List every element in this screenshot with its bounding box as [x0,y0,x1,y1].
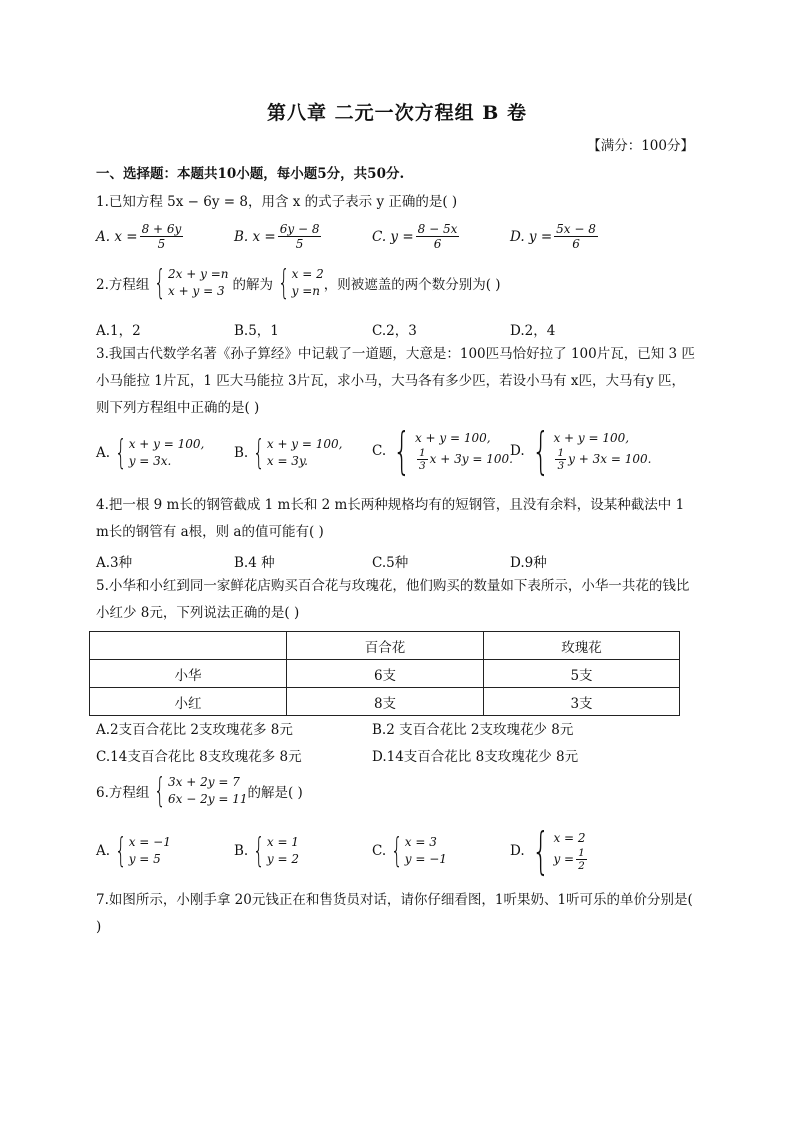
question-5-option-b: B.2 支百合花比 2支玫瑰花少 8元 [372,722,574,738]
equation-system: { x = −1 y = 5 [114,831,171,871]
fraction: $\frac{1}{3}$ [418,447,426,472]
flower-purchase-table [89,631,680,716]
equation-system: { 2x + y =n x + y = 3 [154,263,229,303]
question-1-option-d: D. y = $\frac{5x - 8}{6}$ [510,222,596,251]
question-5-stem: 5.小华和小红到同一家鲜花店购买百合花与玫瑰花，他们购买的数量如下表所示，小华一共花的钱比小红少 8元，下列说法正确的是( ) [96,578,690,621]
equation-system: { x + y = 100, x = 3y. [253,433,343,473]
fraction: $\frac{1}{2}$ [578,847,585,872]
table-cell: 6支 [287,660,484,688]
left-brace: { [393,422,411,480]
question-2-option-b: B.5，1 [234,323,279,339]
equation-system: { x = 1 y = 2 [253,831,299,871]
left-brace: { [114,831,127,871]
question-7-stem: 7.如图所示，小刚手拿 20元钱正在和售货员对话，请你仔细看图，1听果奶、1听可乐的单价分别是( ) [96,892,693,935]
left-brace: { [253,831,265,871]
question-4-option-b: B.4 种 [234,555,275,571]
fraction: $\frac{1}{3}$ [557,447,565,472]
question-6-option-b: B. { x = 1 y = 2 [234,831,299,871]
question-3-option-d: D. { x + y = 100, $\frac{1}{3}$ y + 3x = 100. [510,422,652,480]
left-brace: { [154,771,167,811]
left-brace: { [114,433,127,473]
fraction: $\frac{8 + 6y}{5}$ [141,222,182,251]
equation-system: { x = 3 y = −1 [391,831,447,871]
question-1-option-a: A. x = $\frac{8 + 6y}{5}$ [96,222,182,251]
table-row [90,660,680,688]
left-brace: { [391,831,403,871]
question-1-stem: 1.已知方程 5x − 6y = 8，用含 x 的式子表示 y 正确的是( ) [96,194,458,210]
fraction: $\frac{6y - 8}{5}$ [279,222,320,251]
question-2-option-d: D.2，4 [510,323,556,339]
fraction: $\frac{8 - 5x}{6}$ [417,222,458,251]
section-heading: 一、选择题：本题共10小题，每小题5分，共50分. [96,166,405,182]
equation-system: { x + y = 100, $\frac{1}{3}$ x + 3y = 100. [393,422,513,480]
table-row [90,688,680,716]
fraction: $\frac{5x - 8}{6}$ [556,222,596,251]
question-6-stem: 6.方程组 { 3x + 2y = 7 6x − 2y = 11 的解是( ) [96,771,303,811]
question-4-option-a: A.3种 [96,555,133,571]
equation-system: { x + y = 100, y = 3x. [114,433,205,473]
equation-system: { x = 2 y =n [277,263,324,303]
left-brace: { [154,263,167,303]
table-cell: 8支 [287,688,484,716]
question-5-option-c: C.14支百合花比 8支玫瑰花多 8元 [96,749,302,765]
table-header-cell: 百合花 [287,632,484,660]
equation-system: { x + y = 100, $\frac{1}{3}$ y + 3x = 100. [531,422,652,480]
question-1-option-b: B. x = $\frac{6y - 8}{5}$ [234,222,320,251]
left-brace: { [531,422,550,480]
table-header-cell [90,632,287,660]
question-4-stem: 4.把一根 9 m长的钢管截成 1 m长和 2 m长两种规格均有的短钢管，且没有余料，设某种截法中 1 m长的钢管有 a根，则 a的值可能有( ) [96,497,685,540]
question-6-option-a: A. { x = −1 y = 5 [96,831,171,871]
question-2-option-a: A.1，2 [96,323,141,339]
table-cell: 5支 [484,660,680,688]
table-cell: 3支 [484,688,680,716]
question-3-option-b: B. { x + y = 100, x = 3y. [234,433,343,473]
question-4-option-c: C.5种 [372,555,409,571]
question-3-stem: 3.我国古代数学名著《孙子算经》中记载了一道题，大意是：100匹马恰好拉了 100片瓦，已知 3 匹小马能拉 1片瓦，1 匹大马能拉 3片瓦，求小马，大马各有多少匹，若设小马有 x匹，大马有y 匹，则下列方程组中正确的是( ) [96,346,695,416]
question-2-stem: 2.方程组 { 2x + y =n x + y = 3 的解为 { x = 2 y =n ，则被遮盖的两个数分别为( ) [96,263,501,303]
question-5-option-d: D.14支百合花比 8支玫瑰花少 8元 [372,749,579,765]
page-title: 第八章 二元一次方程组 B 卷 [267,102,527,124]
equation-system: { 3x + 2y = 7 6x − 2y = 11 [154,771,248,811]
question-5-option-a: A.2支百合花比 2支玫瑰花多 8元 [96,722,293,738]
table-header-cell: 玫瑰花 [484,632,680,660]
question-4-option-d: D.9种 [510,555,547,571]
table-cell: 小华 [90,660,287,688]
question-6-option-c: C. { x = 3 y = −1 [372,831,447,871]
question-2-option-c: C.2，3 [372,323,417,339]
table-cell: 小红 [90,688,287,716]
question-6-option-d: D. { x = 2 y = $\frac{1}{2}$ [510,826,589,876]
question-1-option-c: C. y = $\frac{8 - 5x}{6}$ [372,222,458,251]
equation-system: { x = 2 y = $\frac{1}{2}$ [531,822,586,880]
full-score-label: 【满分：100分】 [587,138,694,154]
left-brace: { [253,433,265,473]
table-header-row [90,632,680,660]
left-brace: { [277,263,290,303]
question-3-option-c: C. { x + y = 100, $\frac{1}{3}$ x + 3y = 100. [372,422,513,480]
left-brace: { [531,822,550,880]
question-3-option-a: A. { x + y = 100, y = 3x. [96,433,205,473]
